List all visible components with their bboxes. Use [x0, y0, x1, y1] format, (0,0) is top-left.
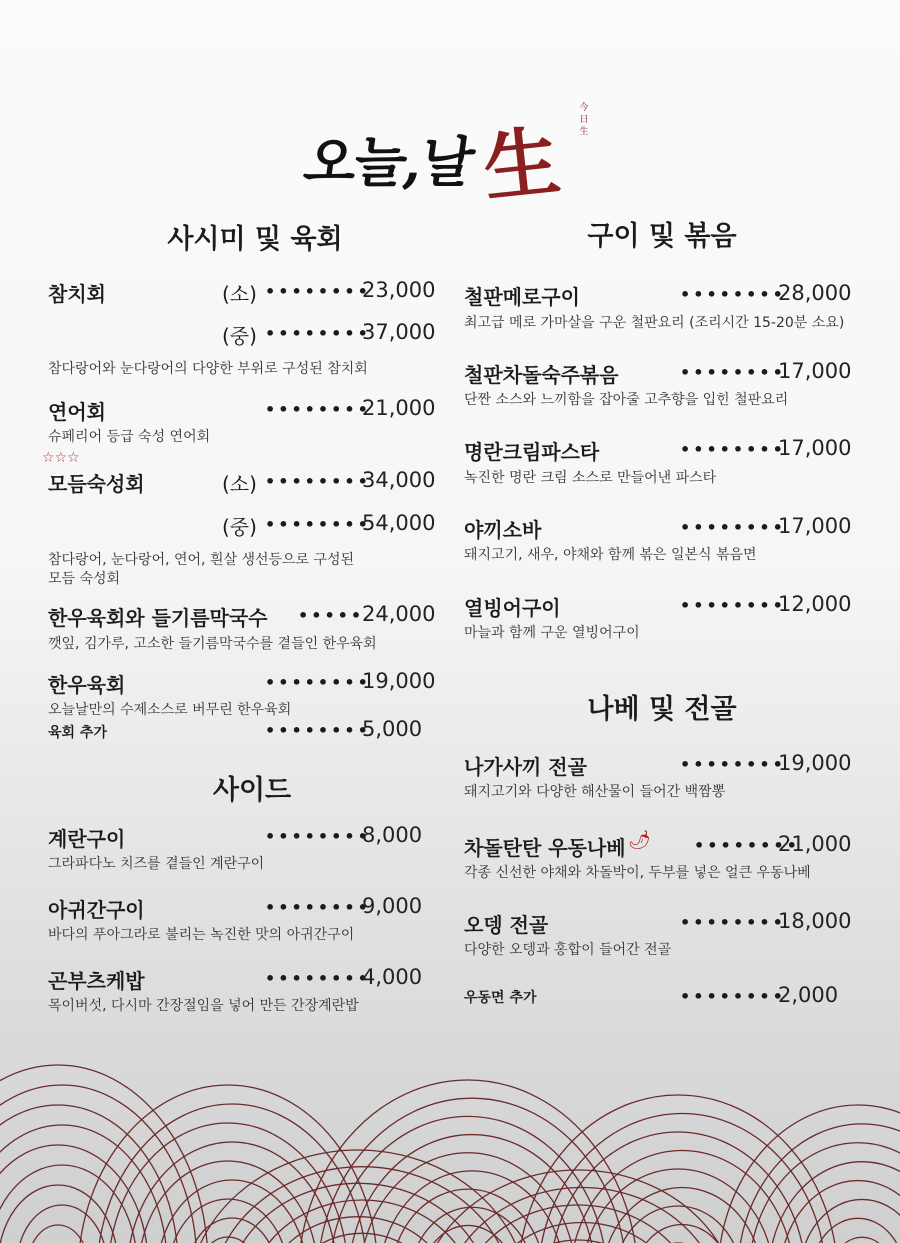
- price: 23,000: [362, 278, 436, 302]
- item-name: 열빙어구이: [464, 596, 561, 620]
- item-description: 녹진한 명란 크림 소스로 만들어낸 파스타: [464, 470, 717, 486]
- price: 17,000: [778, 436, 852, 460]
- price: 9,000: [362, 894, 423, 918]
- leader-dots: ••••••••: [265, 515, 371, 534]
- leader-dots: ••••••••: [265, 324, 371, 343]
- item-name: 우동면 추가: [464, 990, 537, 1006]
- item-name: 오뎅 전골: [464, 913, 549, 937]
- item-description: 참다랑어와 눈다랑어의 다양한 부위로 구성된 참치회: [48, 361, 368, 377]
- price: 54,000: [362, 511, 436, 535]
- item-description: 슈페리어 등급 숙성 연어회: [48, 429, 211, 445]
- wave-ring: [108, 1123, 348, 1243]
- wave-ring: [28, 1225, 88, 1243]
- wave-decoration: [0, 1030, 900, 1243]
- leader-dots: ••••••••: [680, 363, 786, 382]
- item-description: 참다랑어, 눈다랑어, 연어, 흰살 생선등으로 구성된: [48, 552, 355, 568]
- price: 19,000: [778, 751, 852, 775]
- leader-dots: ••••••••: [680, 987, 786, 1006]
- price: 28,000: [778, 281, 852, 305]
- item-description: 단짠 소스와 느끼함을 잡아줄 고추향을 입힌 철판요리: [464, 392, 789, 408]
- wave-ring: [0, 1065, 208, 1243]
- size-label: (소): [222, 472, 257, 496]
- wave-ring: [187, 1218, 277, 1243]
- leader-dots: ••••••••: [680, 596, 786, 615]
- leader-dots: ••••••••: [680, 285, 786, 304]
- item-description: 깻잎, 김가루, 고소한 들기름막국수를 곁들인 한우육회: [48, 636, 377, 652]
- item-name: 연어회: [48, 400, 106, 424]
- item-description: 오늘날만의 수제소스로 버무린 한우육회: [48, 702, 292, 718]
- leader-dots: ••••••••: [265, 721, 371, 740]
- price: 21,000: [778, 832, 852, 856]
- section-title-nabe: 나베 및 전골: [587, 694, 737, 725]
- wave-ring: [0, 1105, 178, 1243]
- item-description: 그라파다노 치즈를 곁들인 계란구이: [48, 856, 265, 872]
- price: 5,000: [362, 717, 423, 741]
- item-name: 명란크림파스타: [464, 440, 600, 464]
- leader-dots: ••••••••: [680, 913, 786, 932]
- star-icon: ☆☆☆: [42, 450, 80, 466]
- leader-dots: ••••••••: [265, 898, 371, 917]
- item-name: 철판차돌숙주볶음: [464, 363, 619, 387]
- item-description: 바다의 푸아그라로 불리는 녹진한 맛의 아귀간구이: [48, 927, 355, 943]
- item-description: 다양한 오뎅과 홍합이 들어간 전골: [464, 942, 672, 958]
- price: 4,000: [362, 965, 423, 989]
- item-description: 최고급 메로 가마살을 구운 철판요리 (조리시간 15-20분 소요): [464, 315, 845, 331]
- item-name: 야끼소바: [464, 518, 542, 542]
- section-title-sashimi: 사시미 및 육회: [167, 224, 343, 255]
- wave-ring: [286, 1233, 437, 1243]
- price: 2,000: [778, 983, 839, 1007]
- item-description: 마늘과 함께 구운 열빙어구이: [464, 625, 640, 641]
- price: 17,000: [778, 359, 852, 383]
- size-label: (중): [222, 515, 257, 539]
- price: 18,000: [778, 909, 852, 933]
- wave-ring: [634, 1225, 730, 1243]
- item-name: 아귀간구이: [48, 898, 145, 922]
- item-name: 곤부츠케밥: [48, 969, 145, 993]
- item-description: 돼지고기, 새우, 야채와 함께 볶은 일본식 볶음면: [464, 547, 757, 563]
- wave-ring: [749, 1143, 900, 1243]
- wave-ring: [157, 1180, 307, 1243]
- leader-dots: ••••••••: [265, 827, 371, 846]
- section-title-grill: 구이 및 볶음: [587, 221, 737, 252]
- wave-ring: [17, 1205, 107, 1243]
- leader-dots: ••••••••: [694, 836, 800, 855]
- logo-seal: 今日生: [579, 103, 589, 137]
- price: 17,000: [778, 514, 852, 538]
- item-name: 모듬숙성회: [48, 472, 145, 496]
- price: 21,000: [362, 396, 436, 420]
- leader-dots: ••••••••: [265, 673, 371, 692]
- leader-dots: ••••••••: [265, 969, 371, 988]
- leader-dots: ••••••••: [680, 755, 786, 774]
- item-name: 한우육회: [48, 673, 126, 697]
- item-name: 참치회: [48, 282, 106, 306]
- wave-ring: [0, 1165, 137, 1243]
- price: 24,000: [362, 602, 436, 626]
- price: 8,000: [362, 823, 423, 847]
- price: 19,000: [362, 669, 436, 693]
- logo-text: 오늘,날: [300, 130, 477, 194]
- chili-pepper-icon: 🌶: [628, 830, 651, 851]
- section-title-side: 사이드: [212, 775, 292, 806]
- leader-dots: ••••••••: [680, 440, 786, 459]
- wave-ring: [442, 1188, 722, 1243]
- price: 37,000: [362, 320, 436, 344]
- wave-ring: [811, 1218, 900, 1243]
- leader-dots: ••••••••: [265, 282, 371, 301]
- wave-ring: [0, 1085, 197, 1243]
- restaurant-logo: [300, 98, 605, 213]
- size-label: (소): [222, 282, 257, 306]
- wave-ring: [97, 1104, 367, 1243]
- item-description: 목이버섯, 다시마 간장절임을 넣어 만든 간장계란밥: [48, 998, 359, 1014]
- logo-mark: 生: [479, 116, 565, 213]
- item-name: 계란구이: [48, 827, 126, 851]
- wave-ring: [602, 1188, 762, 1243]
- item-name: 철판메로구이: [464, 285, 580, 309]
- leader-dots: ••••••••: [680, 518, 786, 537]
- price: 12,000: [778, 592, 852, 616]
- item-name: 한우육회와 들기름막국수: [48, 606, 268, 630]
- wave-ring: [264, 1217, 453, 1243]
- item-description: 돼지고기와 다양한 해산물이 들어간 백짬뽕: [464, 784, 726, 800]
- wave-ring: [570, 1151, 794, 1243]
- price: 34,000: [362, 468, 436, 492]
- item-description: 모듬 숙성회: [48, 571, 121, 587]
- leader-dots: •••••: [298, 606, 365, 625]
- leader-dots: ••••••••: [265, 472, 371, 491]
- size-label: (중): [222, 324, 257, 348]
- item-name: 육회 추가: [48, 725, 107, 741]
- leader-dots: ••••••••: [265, 400, 371, 419]
- item-name: 차돌탄탄 우동나베: [464, 836, 626, 860]
- wave-ring: [800, 1199, 900, 1243]
- wave-ring: [831, 1237, 893, 1243]
- item-name: 나가사끼 전골: [464, 755, 587, 779]
- item-description: 각종 신선한 야채와 차돌박이, 두부를 넣은 얼큰 우동나베: [464, 865, 811, 881]
- wave-ring: [780, 1181, 900, 1243]
